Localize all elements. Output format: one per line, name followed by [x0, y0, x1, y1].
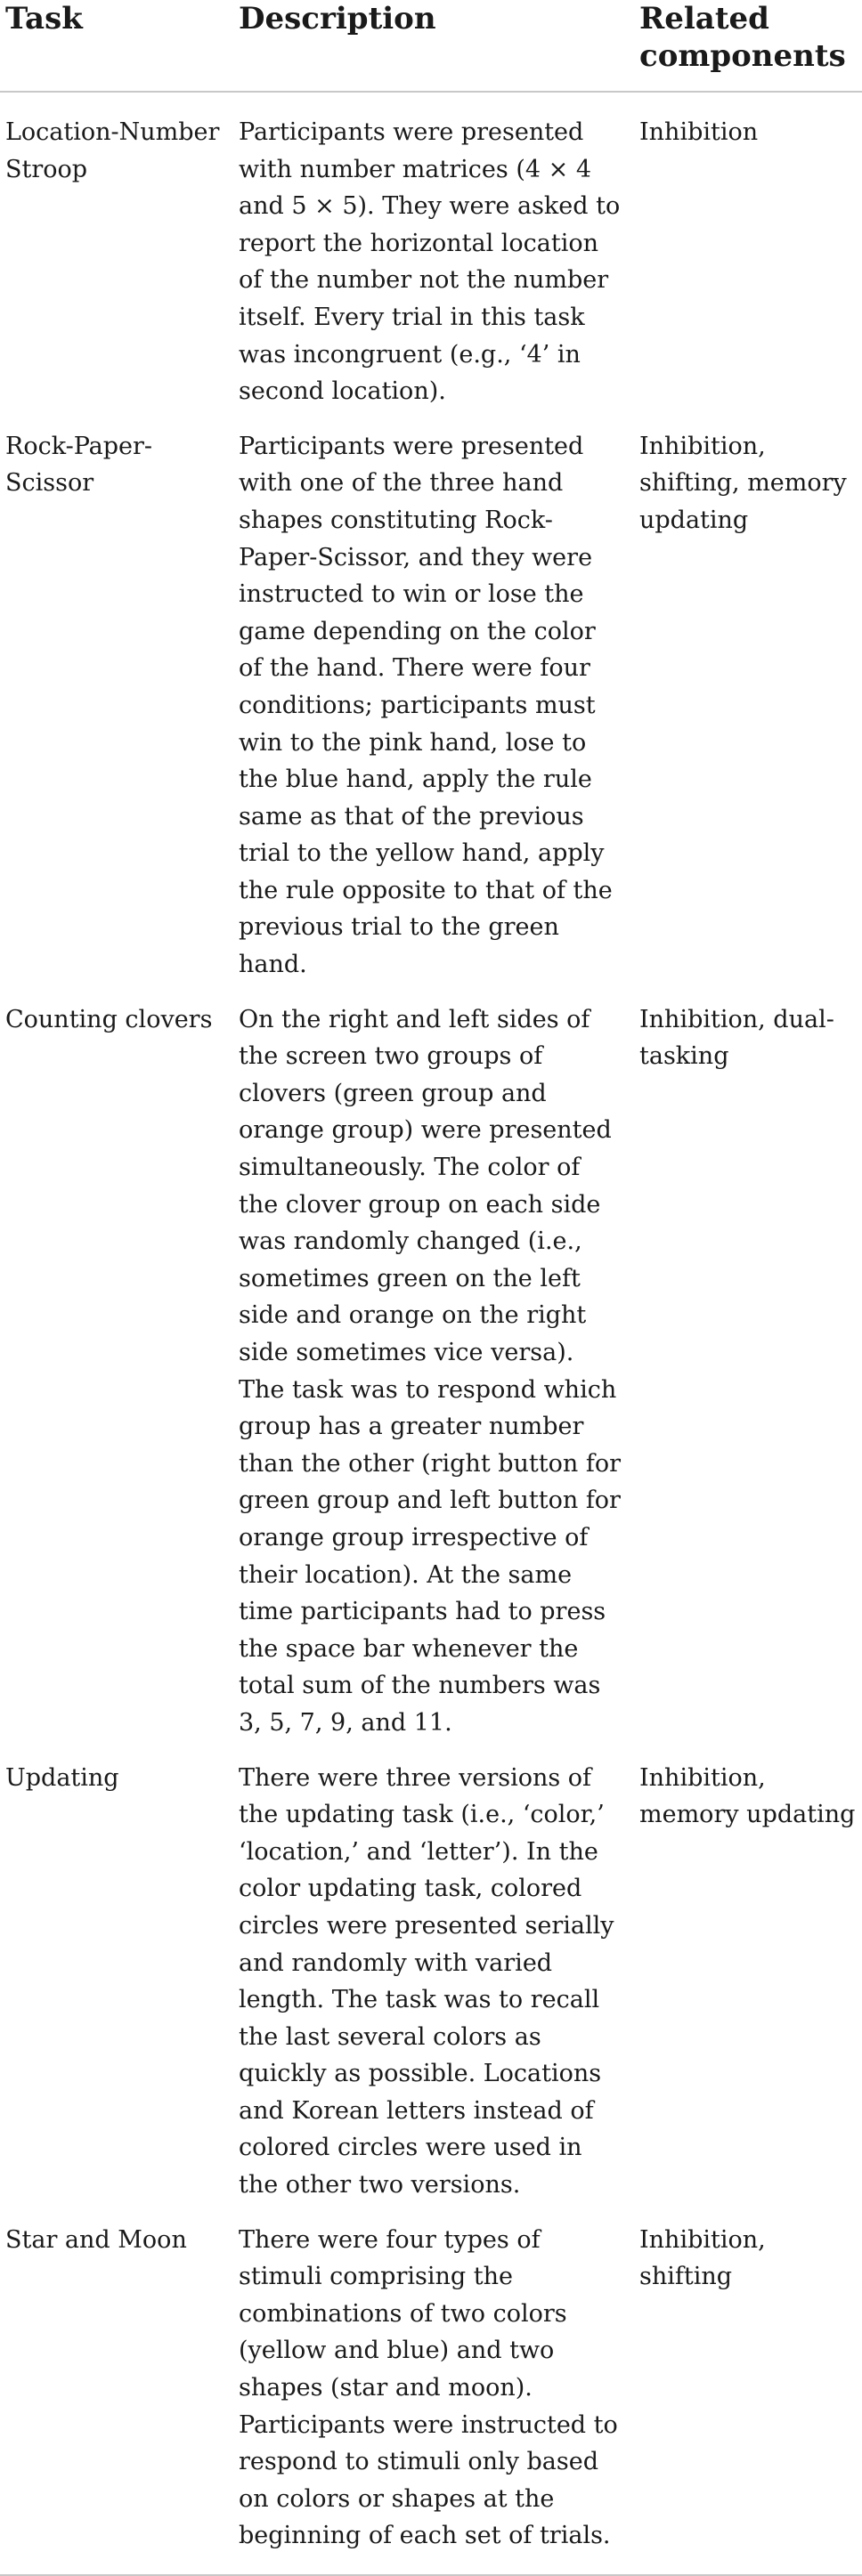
related-components: Inhibition, shifting, memory updating [639, 432, 847, 534]
table-body [0, 92, 862, 2575]
related-components: Inhibition [639, 118, 759, 146]
table-row [0, 1746, 862, 2207]
header-task: Task [0, 0, 233, 92]
task-name: Counting clovers [5, 1005, 213, 1033]
task-name: Location-Number Stroop [5, 118, 220, 183]
table-header [0, 0, 862, 92]
header-description: Description [233, 0, 630, 92]
related-components: Inhibition, dual-tasking [639, 1005, 834, 1071]
related-components: Inhibition, shifting [630, 2207, 862, 2575]
task-description: There were three versions of the updating task (i.e., ‘color,’ ‘location,’ and ‘letter’). In the color updating task, colored circles were presented serially and randomly with varied length. The task was to recall the last several colors as quickly as possible. Locations and Korean letters instead of colored circles were used in the other two versions. [239, 1763, 614, 2199]
table-row [0, 92, 862, 414]
table-row [0, 2207, 862, 2575]
task-name: Rock-Paper-Scissor [5, 432, 153, 498]
table-row [0, 414, 862, 987]
task-description: On the right and left sides of the screen two groups of clovers (green group and orange group) were presented simultaneously. The color of the clover group on each side was randomly changed (i.e., sometimes green on the left side and orange on the right side sometimes vice versa). The task was to respond which group has a greater number than the other (right button for green group and left button for orange group irrespective of their location). At the same time participants had to press the space bar whenever the total sum of the numbers was 3, 5, 7, 9, and 11. [239, 1005, 622, 1737]
header-related-components: Related components [630, 0, 862, 92]
task-description: Participants were presented with number matrices (4 × 4 and 5 × 5). They were asked to report the horizontal location of the number not the number itself. Every trial in this task was incongruent (e.g., ‘4’ in second location). [239, 118, 621, 406]
task-description: Participants were presented with one of the three hand shapes constituting Rock-Paper-Scissor, and they were instructed to win or lose the game depending on the color of the hand. There were four conditions; participants must win to the pink hand, lose to the blue hand, apply the rule same as that of the previous trial to the yellow hand, apply the rule opposite to that of the previous trial to the green hand. [239, 432, 613, 979]
task-name: Updating [5, 1763, 119, 1792]
task-name: Star and Moon [0, 2207, 233, 2575]
related-components: Inhibition, memory updating [639, 1763, 856, 1829]
table-row [0, 987, 862, 1746]
header-row [0, 0, 862, 92]
task-description: There were four types of stimuli comprising the combinations of two colors (yellow and blue) and two shapes (star and moon). Participants were instructed to respond to stimuli only based on colors or shapes at the beginning of each set of trials. [233, 2207, 630, 2575]
